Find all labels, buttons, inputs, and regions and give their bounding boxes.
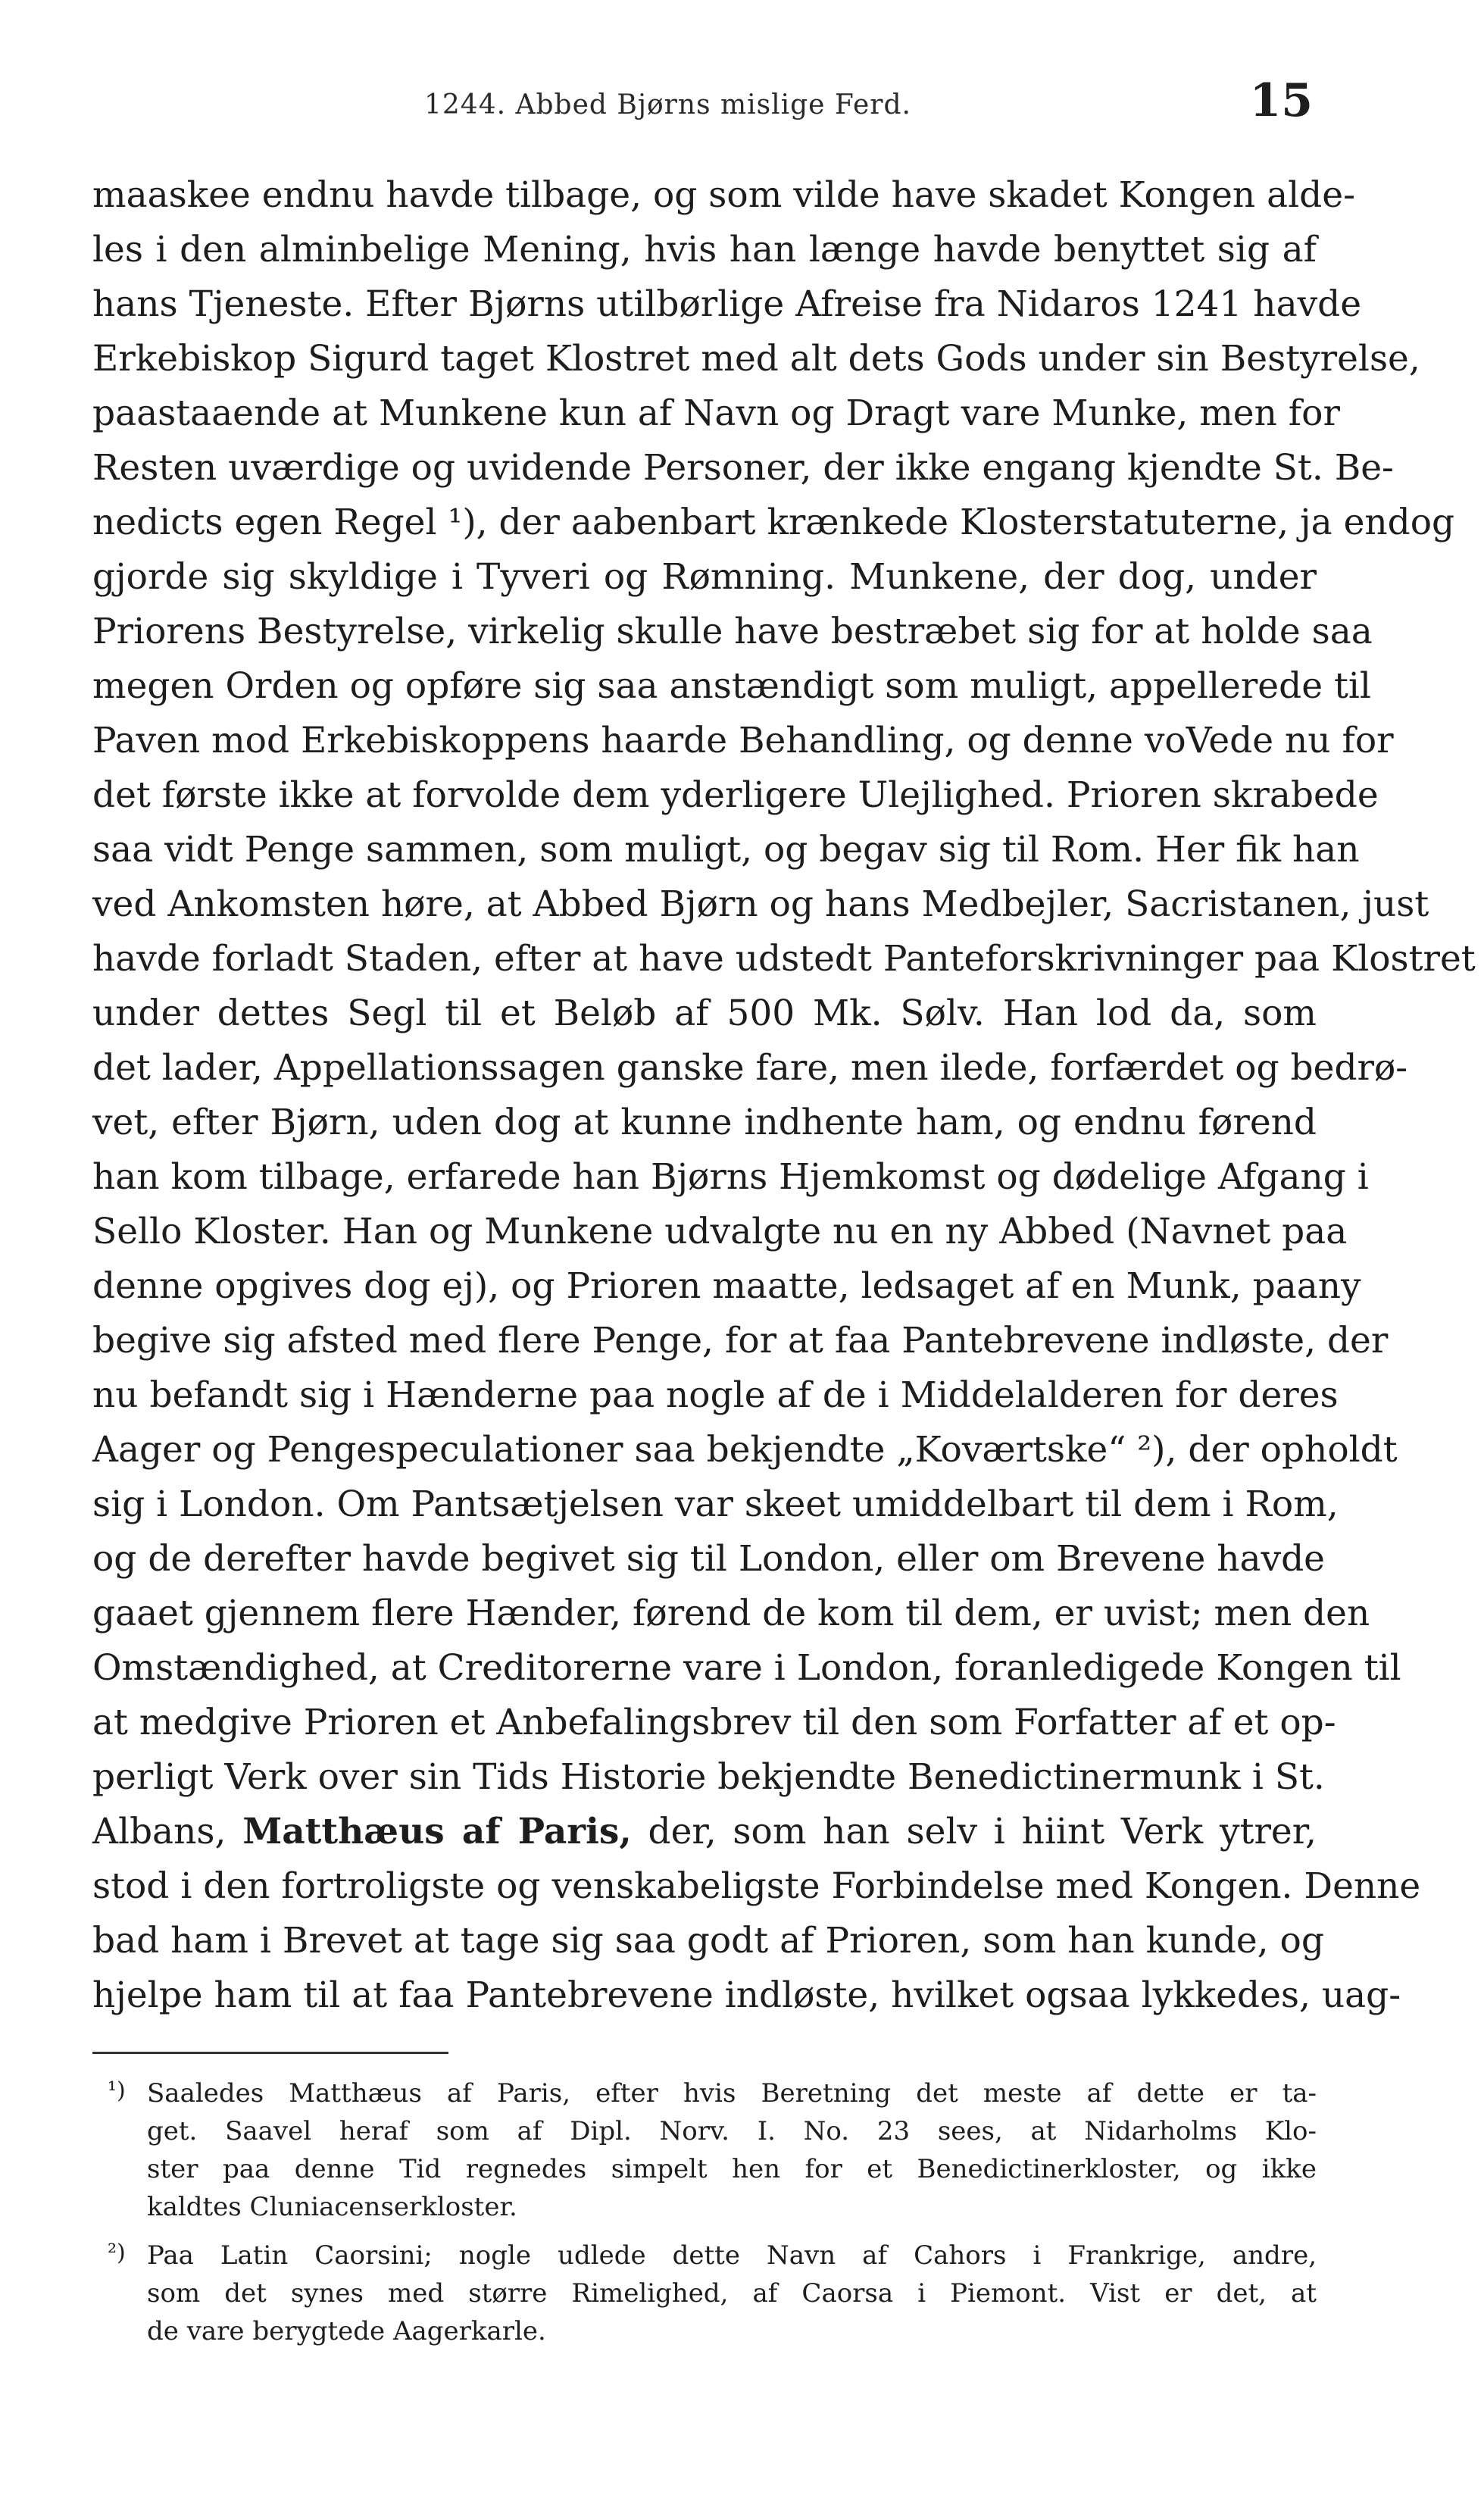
body-line: gaaet gjennem flere Hænder, førend de kom til dem, er uvist; men den bbox=[92, 1593, 1370, 1634]
body-line: saa vidt Penge sammen, som muligt, og begav sig til Rom. Her fik han bbox=[92, 829, 1360, 871]
footnote-line: de vare berygtede Aagerkarle. bbox=[147, 2316, 546, 2346]
body-line: megen Orden og opføre sig saa anstændigt som muligt, appellerede til bbox=[92, 665, 1371, 707]
footnote-1 bbox=[92, 2074, 1317, 2226]
body-line: Paven mod Erkebiskoppens haarde Behandling, og denne voVede nu for bbox=[92, 720, 1394, 761]
body-line: gjorde sig skyldige i Tyveri og Rømning. Munkene, der dog, under bbox=[92, 556, 1317, 598]
body-line: perligt Verk over sin Tids Historie bekjendte Benedictinermunk i St. bbox=[92, 1756, 1325, 1798]
page-number: 15 bbox=[1249, 74, 1313, 127]
footnote-marker: ²) bbox=[108, 2240, 126, 2266]
body-line: det første ikke at forvolde dem yderligere Ulejlighed. Prioren skrabede bbox=[92, 774, 1379, 816]
body-line: les i den alminbelige Mening, hvis han længe havde benyttet sig af bbox=[92, 229, 1317, 270]
footnote-line: ster paa denne Tid regnedes simpelt hen for et Benedictinerkloster, og ikke bbox=[147, 2154, 1317, 2184]
body-line: Aager og Pengespeculationer saa bekjendte „Koværtske“ ²), der opholdt bbox=[92, 1429, 1398, 1471]
body-line: han kom tilbage, erfarede han Bjørns Hjemkomst og dødelige Afgang i bbox=[92, 1156, 1369, 1198]
body-line: Erkebiskop Sigurd taget Klostret med alt dets Gods under sin Bestyrelse, bbox=[92, 338, 1420, 380]
footnote-line: som det synes med større Rimelighed, af Caorsa i Piemont. Vist er det, at bbox=[147, 2278, 1317, 2309]
body-line: vet, efter Bjørn, uden dog at kunne indhente ham, og endnu førend bbox=[92, 1102, 1317, 1143]
body-line: begive sig afsted med flere Penge, for at faa Pantebrevene indløste, der bbox=[92, 1320, 1389, 1361]
body-line: nu befandt sig i Hænderne paa nogle af de i Middelalderen for deres bbox=[92, 1374, 1339, 1416]
footnote-2 bbox=[92, 2237, 1317, 2350]
footnote-line: kaldtes Cluniacenserkloster. bbox=[147, 2192, 517, 2222]
footnote-marker: ¹) bbox=[108, 2077, 126, 2104]
body-line: sig i London. Om Pantsætjelsen var skeet umiddelbart til dem i Rom, bbox=[92, 1483, 1339, 1525]
body-line: Omstændighed, at Creditorerne vare i London, foranledigede Kongen til bbox=[92, 1647, 1401, 1689]
author-name-bold: Matthæus af Paris, bbox=[242, 1811, 632, 1852]
running-head: 1244. Abbed Bjørns mislige Ferd. bbox=[424, 89, 911, 120]
body-line: nedicts egen Regel ¹), der aabenbart krænkede Klosterstatuterne, ja endog bbox=[92, 502, 1455, 543]
footnote-divider bbox=[92, 2052, 448, 2054]
body-line: det lader, Appellationssagen ganske fare, men ilede, forfærdet og bedrø- bbox=[92, 1047, 1408, 1089]
body-line: paastaaende at Munkene kun af Navn og Dragt vare Munke, men for bbox=[92, 392, 1340, 434]
body-line: hjelpe ham til at faa Pantebrevene indløste, hvilket ogsaa lykkedes, uag- bbox=[92, 1974, 1401, 2016]
body-text bbox=[92, 168, 1476, 2023]
body-line: Priorens Bestyrelse, virkelig skulle have bestræbet sig for at holde saa bbox=[92, 611, 1373, 652]
footnotes bbox=[92, 2074, 1317, 2361]
body-line: og de derefter havde begivet sig til London, eller om Brevene havde bbox=[92, 1538, 1325, 1580]
line-rest: der, som han selv i hiint Verk ytrer, bbox=[631, 1811, 1317, 1852]
body-line: hans Tjeneste. Efter Bjørns utilbørlige Afreise fra Nidaros 1241 havde bbox=[92, 283, 1362, 325]
body-line: Resten uværdige og uvidende Personer, der ikke engang kjendte St. Be- bbox=[92, 447, 1394, 489]
line-start: Albans, bbox=[92, 1811, 243, 1852]
footnote-line: get. Saavel heraf som af Dipl. Norv. I. No. 23 sees, at Nidarholms Klo- bbox=[147, 2116, 1317, 2146]
body-line: at medgive Prioren et Anbefalingsbrev til den som Forfatter af et op- bbox=[92, 1702, 1336, 1743]
body-line: ved Ankomsten høre, at Abbed Bjørn og hans Medbejler, Sacristanen, just bbox=[92, 883, 1429, 925]
body-line: under dettes Segl til et Beløb af 500 Mk. Sølv. Han lod da, som bbox=[92, 993, 1317, 1034]
body-line: Sello Kloster. Han og Munkene udvalgte nu en ny Abbed (Navnet paa bbox=[92, 1211, 1348, 1252]
body-line: stod i den fortroligste og venskabeligste Forbindelse med Kongen. Denne bbox=[92, 1865, 1421, 1907]
body-line-with-name bbox=[92, 1805, 1317, 1859]
body-line: denne opgives dog ej), og Prioren maatte, ledsaget af en Munk, paany bbox=[92, 1265, 1361, 1307]
footnote-line: Paa Latin Caorsini; nogle udlede dette Navn af Cahors i Frankrige, andre, bbox=[147, 2240, 1317, 2271]
body-line: maaskee endnu havde tilbage, og som vilde have skadet Kongen alde- bbox=[92, 174, 1355, 216]
footnote-line: Saaledes Matthæus af Paris, efter hvis Beretning det meste af dette er ta- bbox=[147, 2078, 1317, 2109]
body-line: bad ham i Brevet at tage sig saa godt af Prioren, som han kunde, og bbox=[92, 1920, 1324, 1962]
body-line: havde forladt Staden, efter at have udstedt Panteforskrivninger paa Klostret bbox=[92, 938, 1476, 980]
